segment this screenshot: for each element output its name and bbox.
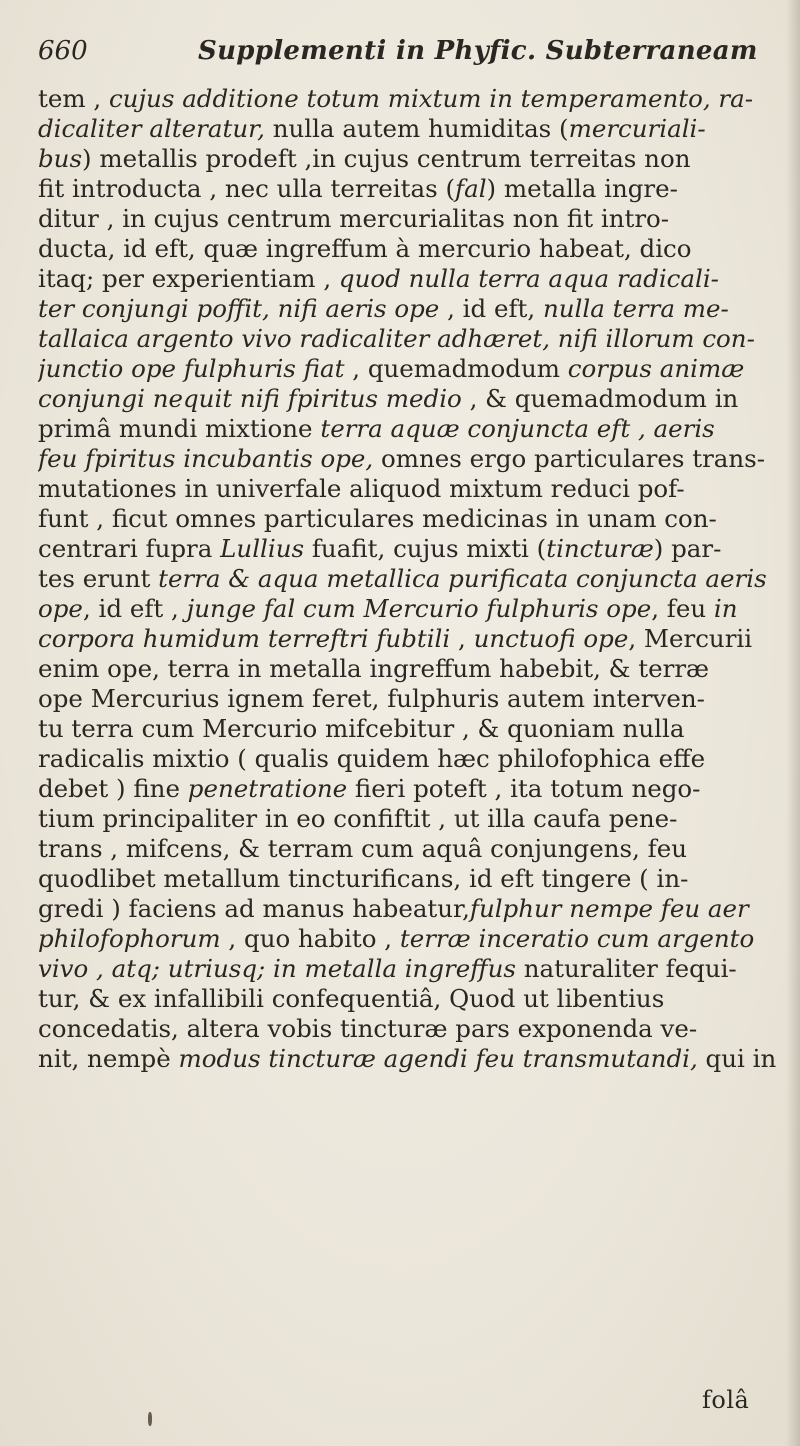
text-segment: centrari fupra [38,534,221,563]
text-segment: concedatis, altera vobis tincturæ pars exponenda ve- [38,1014,698,1043]
italic-text: philofophorum [38,924,221,953]
text-line [38,354,780,384]
italic-text: feu fpiritus incubantis ope, [38,444,374,473]
text-segment: tium principaliter in eo confiftit , ut illa caufa pene- [38,804,678,833]
text-line [38,534,780,564]
italic-text: junge fal cum Mercurio fulphuris ope [186,594,652,623]
italic-text: junctio ope fulphuris fiat [38,354,345,383]
text-segment: , id eft , [82,594,187,623]
italic-text: bus [38,144,83,173]
italic-text: modus tincturæ agendi feu transmutandi, [178,1044,698,1073]
italic-text: conjungi nequit nifi fpiritus medio [38,384,462,413]
text-line [38,804,780,834]
text-segment: enim ope, terra in metalla ingreffum habebit, & terræ [38,654,710,683]
italic-text: nulla terra me- [542,294,729,323]
italic-text: penetratione [187,774,348,803]
italic-text: dicaliter alteratur, [38,114,273,143]
text-line [38,684,780,714]
text-segment: ) metalla ingre- [486,174,678,203]
italic-text: mercuriali- [568,114,706,143]
text-segment: debet ) fine [38,774,188,803]
text-line [38,864,780,894]
text-segment: nulla autem humiditas ( [272,114,569,143]
italic-text: ope [38,594,83,623]
text-line [38,924,780,954]
text-line [38,984,780,1014]
ink-blot [148,1412,152,1426]
text-line [38,234,780,264]
italic-text: terra aquæ conjuncta eft , aeris [320,414,715,443]
text-segment: tes erunt [38,564,159,593]
text-line [38,624,780,654]
italic-text: fulphur nempe feu aer [469,894,749,923]
text-segment: radicalis mixtio ( qualis quidem hæc philofophica effe [38,744,706,773]
text-segment: funt , ficut omnes particulares medicinas in unam con- [38,504,717,533]
italic-text: corpus animæ [567,354,745,383]
text-segment: ope Mercurius ignem feret, fulphuris autem interven- [38,684,705,713]
text-line [38,474,780,504]
text-line [38,384,780,414]
text-segment: ducta, id eft, quæ ingreffum à mercurio habeat, dico [38,234,692,263]
text-line [38,714,780,744]
text-segment: omnes ergo particulares trans- [373,444,766,473]
text-line [38,174,780,204]
catchword: folâ [702,1386,750,1414]
text-segment: tur, & ex infallibili confequentiâ, Quod ut libentius [38,984,665,1013]
text-line [38,414,780,444]
text-line [38,774,780,804]
italic-text: Lullius [220,534,305,563]
italic-text: quod nulla terra aqua radicali- [338,264,719,293]
text-line [38,954,780,984]
text-segment: qui in [697,1044,777,1073]
text-line [38,1014,780,1044]
text-line [38,654,780,684]
text-segment: fuafit, cujus mixti ( [304,534,547,563]
text-segment: fieri poteft , ita totum nego- [347,774,701,803]
italic-text: vivo , atq; utriusq; in metalla ingreffus [38,954,516,983]
text-line [38,834,780,864]
italic-text: ter conjungi poffit, nifi aeris ope [38,294,448,323]
italic-text: corpora humidum terreftri fubtili [38,624,451,653]
text-line [38,144,780,174]
body-text [38,84,780,1074]
text-segment: tu terra cum Mercurio mifcebitur , & quoniam nulla [38,714,685,743]
text-segment: nit, nempè [38,1044,179,1073]
text-line [38,114,780,144]
text-segment: ) metallis prodeft ,in cujus centrum terreitas non [82,144,691,173]
running-title: Supplementi in Phyfic. Subterraneam [198,36,758,66]
text-line [38,894,780,924]
text-line [38,594,780,624]
text-segment: tem , [38,84,109,113]
text-segment: , quemadmodum [344,354,568,383]
text-segment: trans , mifcens, & terram cum aquâ conjungens, feu [38,834,687,863]
text-segment: , Mercurii [628,624,753,653]
text-segment: primâ mundi mixtione [38,414,321,443]
text-segment: , id eft, [447,294,543,323]
italic-text: terra & aqua metallica purificata conjuncta aeris [158,564,767,593]
italic-text: terræ inceratio cum argento [399,924,755,953]
text-segment: naturaliter fequi- [515,954,737,983]
text-segment: , feu [651,594,714,623]
text-segment: quodlibet metallum tincturificans, id eft tingere ( in- [38,864,689,893]
text-line [38,564,780,594]
text-segment: , & quemadmodum in [461,384,739,413]
page-number: 660 [38,36,88,66]
italic-text: tincturæ [546,534,654,563]
italic-text: in [713,594,738,623]
text-segment: , quo habito , [220,924,400,953]
text-line [38,264,780,294]
text-segment: fit introducta , nec ulla terreitas ( [38,174,456,203]
text-segment: mutationes in univerfale aliquod mixtum reduci pof- [38,474,685,503]
text-line [38,294,780,324]
italic-text: unctuofi ope [473,624,629,653]
text-segment: gredi ) faciens ad manus habeatur, [38,894,470,923]
text-line [38,204,780,234]
text-segment: itaq; per experientiam , [38,264,339,293]
text-segment: , [450,624,474,653]
italic-text: cujus additione totum mixtum in temperamento, ra- [108,84,754,113]
text-line [38,324,780,354]
italic-text: fal [455,174,487,203]
text-line [38,504,780,534]
text-line [38,1044,780,1074]
page-header [38,34,758,78]
italic-text: tallaica argento vivo radicaliter adhæret, nifi illorum con- [38,324,755,353]
text-segment: ditur , in cujus centrum mercurialitas non fit intro- [38,204,670,233]
text-line [38,84,780,114]
text-line [38,444,780,474]
text-segment: ) par- [653,534,722,563]
text-line [38,744,780,774]
page-edge-shadow [786,0,800,1446]
